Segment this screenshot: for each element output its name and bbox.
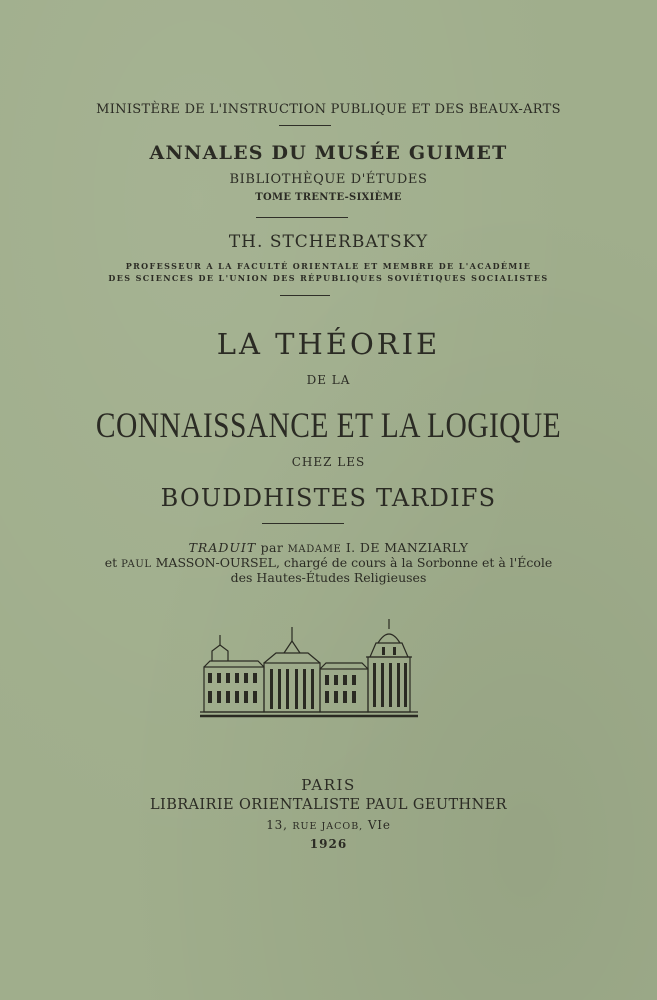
ministry-line: MINISTÈRE DE L'INSTRUCTION PUBLIQUE ET DES BEAUX-ARTS — [96, 102, 561, 117]
and-word: et — [104, 555, 118, 570]
madame-label: MADAME — [287, 544, 342, 555]
museum-building-engraving — [198, 617, 420, 719]
arrondissement: VIe — [367, 818, 391, 832]
divider-rule — [262, 523, 344, 524]
translators-line2 — [0, 555, 657, 570]
author-name: TH. STCHERBATSKY — [228, 232, 429, 252]
collection-title: BIBLIOTHÈQUE D'ÉTUDES — [229, 172, 428, 187]
series-title: ANNALES DU MUSÉE GUIMET — [149, 142, 508, 164]
title-line2: DE LA — [306, 373, 351, 387]
street-number: 13, — [266, 818, 288, 832]
street-name: RUE JACOB, — [292, 821, 364, 832]
publication-year: 1926 — [309, 837, 348, 851]
imprint-publisher: LIBRAIRIE ORIENTALISTE PAUL GEUTHNER — [150, 797, 507, 813]
volume-label: TOME TRENTE-SIXIÈME — [255, 192, 402, 203]
translated-label: TRADUIT — [188, 540, 257, 555]
translator2-detail: MASSON-OURSEL, chargé de cours à la Sorbonne et à l'École — [155, 555, 553, 570]
title-line3: CONNAISSANCE ET LA LOGIQUE — [95, 405, 562, 445]
author-affiliation-line1: PROFESSEUR A LA FACULTÉ ORIENTALE ET MEMBRE DE L'ACADÉMIE — [125, 261, 532, 271]
divider-rule — [256, 217, 348, 218]
title-line5: BOUDDHISTES TARDIFS — [160, 484, 497, 512]
by-word: par — [260, 540, 284, 555]
imprint-address — [0, 818, 657, 832]
imprint-city: PARIS — [301, 776, 356, 794]
paul-label: PAUL — [121, 559, 152, 570]
translators-line1 — [0, 540, 657, 555]
translator1-name: I. DE MANZIARLY — [345, 540, 469, 555]
translators-line3: des Hautes-Études Religieuses — [230, 570, 427, 585]
title-line1: LA THÉORIE — [216, 327, 441, 361]
author-affiliation-line2: DES SCIENCES DE L'UNION DES RÉPUBLIQUES SOVIÉTIQUES SOCIALISTES — [108, 273, 549, 283]
title-line4: CHEZ LES — [291, 455, 366, 469]
divider-rule — [280, 295, 330, 296]
divider-rule — [279, 125, 331, 126]
